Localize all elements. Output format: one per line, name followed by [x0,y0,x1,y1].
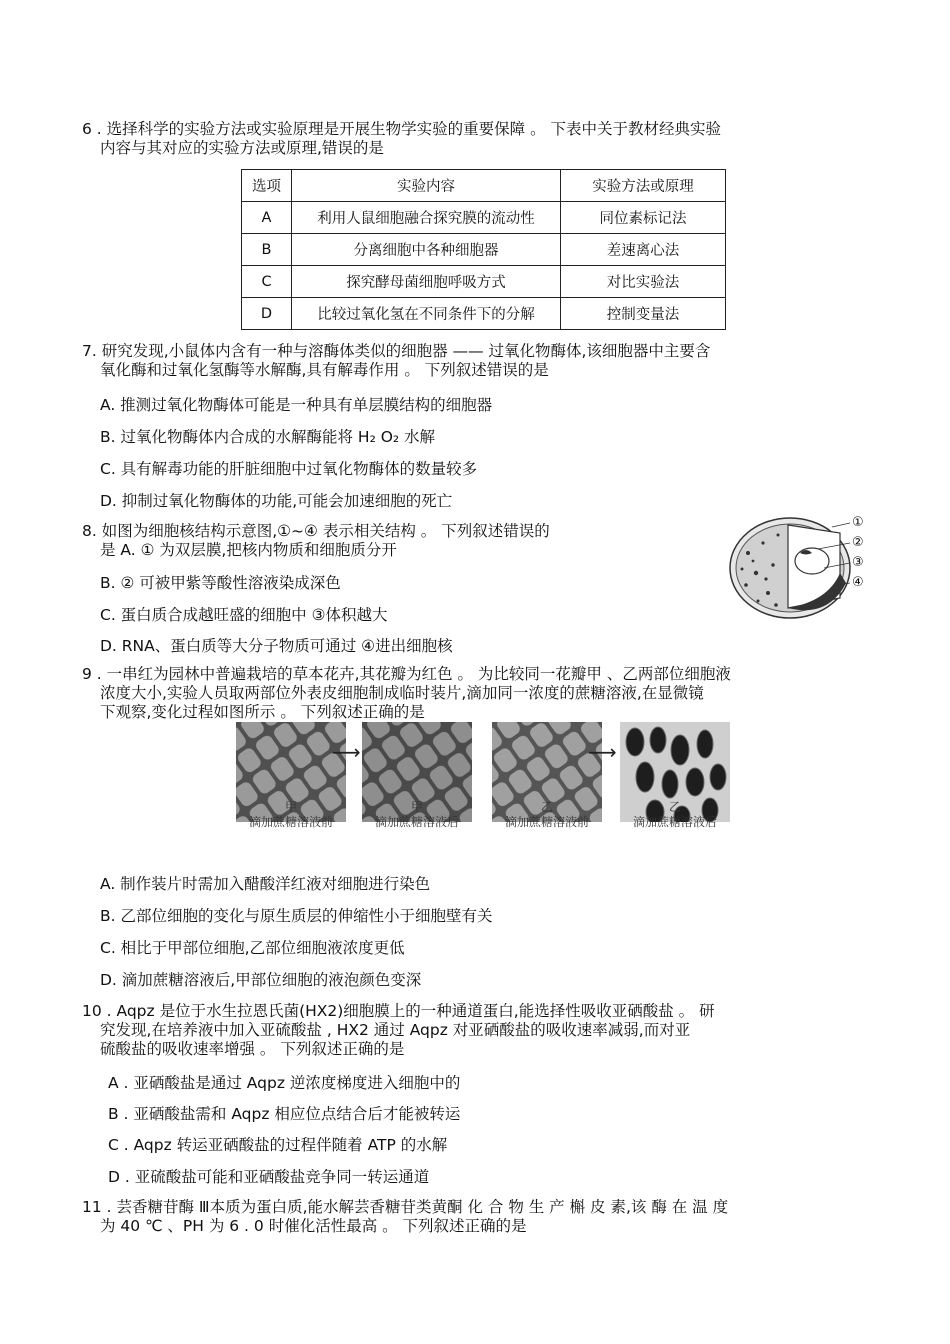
q10-option-c: C . Aqpz 转运亚硒酸盐的过程伴随着 ATP 的水解 [108,1136,448,1154]
label-1: ① [852,515,864,530]
table-header-cell: 选项 [242,170,292,202]
q9-option-a: A. 制作装片时需加入醋酸洋红液对细胞进行染色 [100,875,431,893]
q6-stem-line2: 内容与其对应的实验方法或原理,错误的是 [100,139,384,157]
table-cell: 探究酵母菌细胞呼吸方式 [292,266,561,298]
q10-stem-line3: 硫酸盐的吸收速率增强 。 下列叙述正确的是 [100,1040,405,1058]
q11-stem-line2: 为 40 ℃ 、PH 为 6 . 0 时催化活性最高 。 下列叙述正确的是 [100,1217,527,1235]
q7-option-c: C. 具有解毒功能的肝脏细胞中过氧化物酶体的数量较多 [100,460,478,478]
q8-option-c: C. 蛋白质合成越旺盛的细胞中 ③体积越大 [100,606,388,624]
caption-part: 乙 [668,800,681,814]
q9-option-c: C. 相比于甲部位细胞,乙部位细胞液浓度更低 [100,939,405,957]
q10-option-b: B . 亚硒酸盐需和 Aqpz 相应位点结合后才能被转运 [108,1105,461,1123]
caption-stage: 滴加蔗糖溶液前 [504,815,589,829]
caption-part: 甲 [410,800,423,814]
table-cell: A [242,202,292,234]
q9-stem-line2: 浓度大小,实验人员取两部位外表皮细胞制成临时装片,滴加同一浓度的蔗糖溶液,在显微镜 [100,684,704,702]
caption-stage: 滴加蔗糖溶液后 [374,815,459,829]
arrow-right-icon: ⟶ [332,740,361,764]
q10-stem-line2: 究发现,在培养液中加入亚硫酸盐 , HX2 通过 Aqpz 对亚硒酸盐的吸收速率减弱,而对亚 [100,1021,691,1039]
caption-stage: 滴加蔗糖溶液前 [248,815,333,829]
table-cell: B [242,234,292,266]
q9-stem-line3: 下观察,变化过程如图所示 。 下列叙述正确的是 [100,703,425,721]
table-cell: 利用人鼠细胞融合探究膜的流动性 [292,202,561,234]
table-row [242,234,726,266]
q7-stem-line2: 氧化酶和过氧化氢酶等水解酶,具有解毒作用 。 下列叙述错误的是 [100,361,549,379]
label-2: ② [852,535,864,550]
caption-part: 甲 [284,800,297,814]
q10-option-d: D . 亚硫酸盐可能和亚硒酸盐竞争同一转运通道 [108,1168,430,1186]
caption-part: 乙 [540,800,553,814]
caption-stage: 滴加蔗糖溶液后 [632,815,717,829]
q10-stem-line1: 10 . Aqpz 是位于水生拉恩氏菌(HX2)细胞膜上的一种通道蛋白,能选择性吸收亚硒酸盐 。 研 [82,1002,715,1020]
q10-option-a: A . 亚硒酸盐是通过 Aqpz 逆浓度梯度进入细胞中的 [108,1074,461,1092]
q7-option-b: B. 过氧化物酶体内合成的水解酶能将 H₂ O₂ 水解 [100,428,436,446]
arrow-right-icon: ⟶ [588,740,617,764]
q8-stem-line2: 是 A. ① 为双层膜,把核内物质和细胞质分开 [100,541,397,559]
q8-stem-line1: 8. 如图为细胞核结构示意图,①~④ 表示相关结构 。 下列叙述错误的 [82,522,550,540]
label-4: ④ [852,575,864,590]
q7-option-a: A. 推测过氧化物酶体可能是一种具有单层膜结构的细胞器 [100,396,493,414]
table-header-cell: 实验方法或原理 [561,170,726,202]
table-row [242,298,726,330]
table-cell: 控制变量法 [561,298,726,330]
q9-option-d: D. 滴加蔗糖溶液后,甲部位细胞的液泡颜色变深 [100,971,422,989]
q7-stem-line1: 7. 研究发现,小鼠体内含有一种与溶酶体类似的细胞器 —— 过氧化物酶体,该细胞器中主要含 [82,342,711,360]
q11-stem-line1: 11 . 芸香糖苷酶 Ⅲ本质为蛋白质,能水解芸香糖苷类黄酮 化 合 物 生 产 槲 皮 素,该 酶 在 温 度 [82,1198,729,1216]
table-cell: 比较过氧化氢在不同条件下的分解 [292,298,561,330]
table-row [242,266,726,298]
table-header-cell: 实验内容 [292,170,561,202]
table-cell: 同位素标记法 [561,202,726,234]
table-cell: C [242,266,292,298]
experiment-table [241,169,726,330]
q9-option-b: B. 乙部位细胞的变化与原生质层的伸缩性小于细胞壁有关 [100,907,493,925]
table-header-row [242,170,726,202]
label-3: ③ [852,555,864,570]
q6-stem-line1: 6 . 选择科学的实验方法或实验原理是开展生物学实验的重要保障 。 下表中关于教材经典实验 [82,120,721,138]
table-cell: 分离细胞中各种细胞器 [292,234,561,266]
table-cell: 对比实验法 [561,266,726,298]
table-cell: 差速离心法 [561,234,726,266]
nucleus-diagram [728,513,878,623]
q7-option-d: D. 抑制过氧化物酶体的功能,可能会加速细胞的死亡 [100,492,453,510]
q9-stem-line1: 9 . 一串红为园林中普遍栽培的草本花卉,其花瓣为红色 。 为比较同一花瓣甲 、乙两部位细胞液 [82,665,731,683]
table-cell: D [242,298,292,330]
q8-option-d: D. RNA、蛋白质等大分子物质可通过 ④进出细胞核 [100,637,453,655]
q8-option-b: B. ② 可被甲紫等酸性溶液染成深色 [100,574,341,592]
table-row [242,202,726,234]
